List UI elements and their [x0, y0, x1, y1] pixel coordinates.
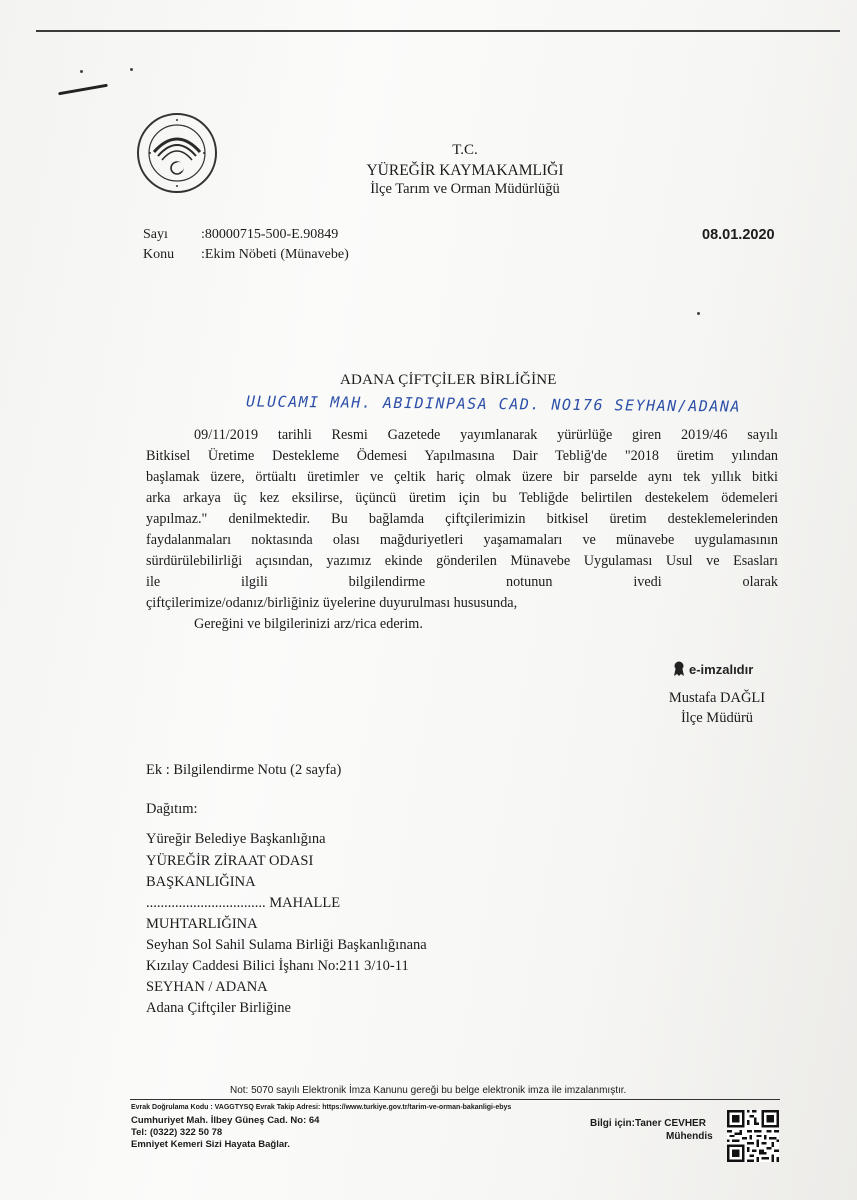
distribution-item: SEYHAN / ADANA — [146, 979, 268, 995]
sayi-label: Sayı — [143, 227, 168, 242]
contact-title: Mühendis — [666, 1131, 713, 1142]
body-line: ile ilgili bilgilendirme notunun ivedi olarak — [146, 574, 778, 590]
header-tc: T.C. — [452, 142, 478, 158]
distribution-item: MUHTARLIĞINA — [146, 916, 258, 932]
body-line: çiftçilerimize/odanız/birliğiniz üyelerine duyurulması hususunda, — [146, 595, 518, 611]
footer-phone: Tel: (0322) 322 50 78 — [131, 1127, 223, 1138]
e-sign-footnote: Not: 5070 sayılı Elektronik İmza Kanunu gereği bu belge elektronik imza ile imzalanmıştır. — [230, 1085, 627, 1096]
distribution-item: Seyhan Sol Sahil Sulama Birliği Başkanlığınana — [146, 937, 427, 953]
ribbon-icon — [672, 661, 686, 677]
speck — [80, 70, 83, 73]
speck — [697, 312, 700, 315]
esign-label: e-imzalıdır — [689, 662, 754, 677]
ministry-seal-logo — [136, 112, 218, 194]
meta-sayi — [143, 227, 338, 243]
footer-rule — [130, 1099, 780, 1100]
body-line: başlamak üzere, örtüaltı üretimler ve çeltik hariç olmak üzere bir parselde aynı tek yıllık bitki — [146, 469, 778, 485]
header-kaymakamlik: YÜREĞİR KAYMAKAMLIĞI — [366, 162, 564, 179]
handwritten-address: ULUCAMI MAH. ABIDINPASA CAD. NO176 SEYHAN/ADANA — [245, 392, 742, 416]
footer-motto: Emniyet Kemeri Sizi Hayata Bağlar. — [131, 1139, 290, 1150]
sayi-value: :80000715-500-E.90849 — [201, 227, 339, 242]
signer-name: Mustafa DAĞLI — [668, 690, 766, 706]
addressee: ADANA ÇİFTÇİLER BİRLİĞİNE — [340, 372, 557, 388]
distribution-item: Yüreğir Belediye Başkanlığına — [146, 831, 326, 847]
pen-mark — [58, 84, 108, 96]
konu-label: Konu — [143, 247, 175, 262]
qr-code-icon — [727, 1110, 779, 1162]
header-directorate: İlçe Tarım ve Orman Müdürlüğü — [370, 181, 560, 197]
verification-code: Evrak Doğrulama Kodu : VAGGTYSQ Evrak Takip Adresi: https://www.turkiye.gov.tr/tarim-ve-orman-bakanligi-ebys — [131, 1104, 512, 1111]
signer-title: İlçe Müdürü — [680, 710, 754, 726]
distribution-item: BAŞKANLIĞINA — [146, 874, 256, 890]
body-line: faydalanmaları noktasında olası mağduriyetleri yaşamamaları ve münavebe uygulamasının — [146, 532, 778, 548]
body-line: sürdürülebilirliği açısından, yazımız ekinde gönderilen Münavebe Uygulaması Usul ve Esasları — [146, 553, 778, 569]
distribution-item: YÜREĞİR ZİRAAT ODASI — [146, 853, 314, 869]
distribution-item: Kızılay Caddesi Bilici İşhanı No:211 3/10-11 — [146, 958, 409, 974]
attachment-line: Ek : Bilgilendirme Notu (2 sayfa) — [146, 762, 342, 778]
body-line: yapılmaz." denilmektedir. Bu bağlamda çiftçilerimizin bitkisel üretim desteklemelerinden — [146, 511, 778, 527]
distribution-item: ................................. MAHALLE — [146, 895, 341, 911]
distribution-label: Dağıtım: — [146, 801, 198, 817]
top-rule — [36, 30, 840, 32]
contact-person: Bilgi için:Taner CEVHER — [590, 1118, 706, 1129]
document-date: 08.01.2020 — [702, 227, 775, 243]
body-line: 09/11/2019 tarihli Resmi Gazetede yayımlanarak yürürlüğe giren 2019/46 sayılı — [194, 427, 778, 443]
body-line: arka arkaya üç kez eksilirse, üçüncü üretim için bu Tebliğde belirtilen destekelem ödemeleri — [146, 490, 778, 506]
distribution-item: Adana Çiftçiler Birliğine — [146, 1000, 291, 1016]
meta-konu — [143, 247, 349, 263]
konu-value: :Ekim Nöbeti (Münavebe) — [201, 247, 349, 262]
e-signature-badge — [672, 661, 753, 677]
speck — [130, 68, 133, 71]
footer-address: Cumhuriyet Mah. İlbey Güneş Cad. No: 64 — [131, 1115, 320, 1126]
closing-line: Gereğini ve bilgilerinizi arz/rica ederim. — [194, 616, 423, 632]
body-line: Bitkisel Üretime Destekleme Ödemesi Yapılmasına Dair Tebliğ'de "2018 üretim yılından — [146, 448, 778, 464]
